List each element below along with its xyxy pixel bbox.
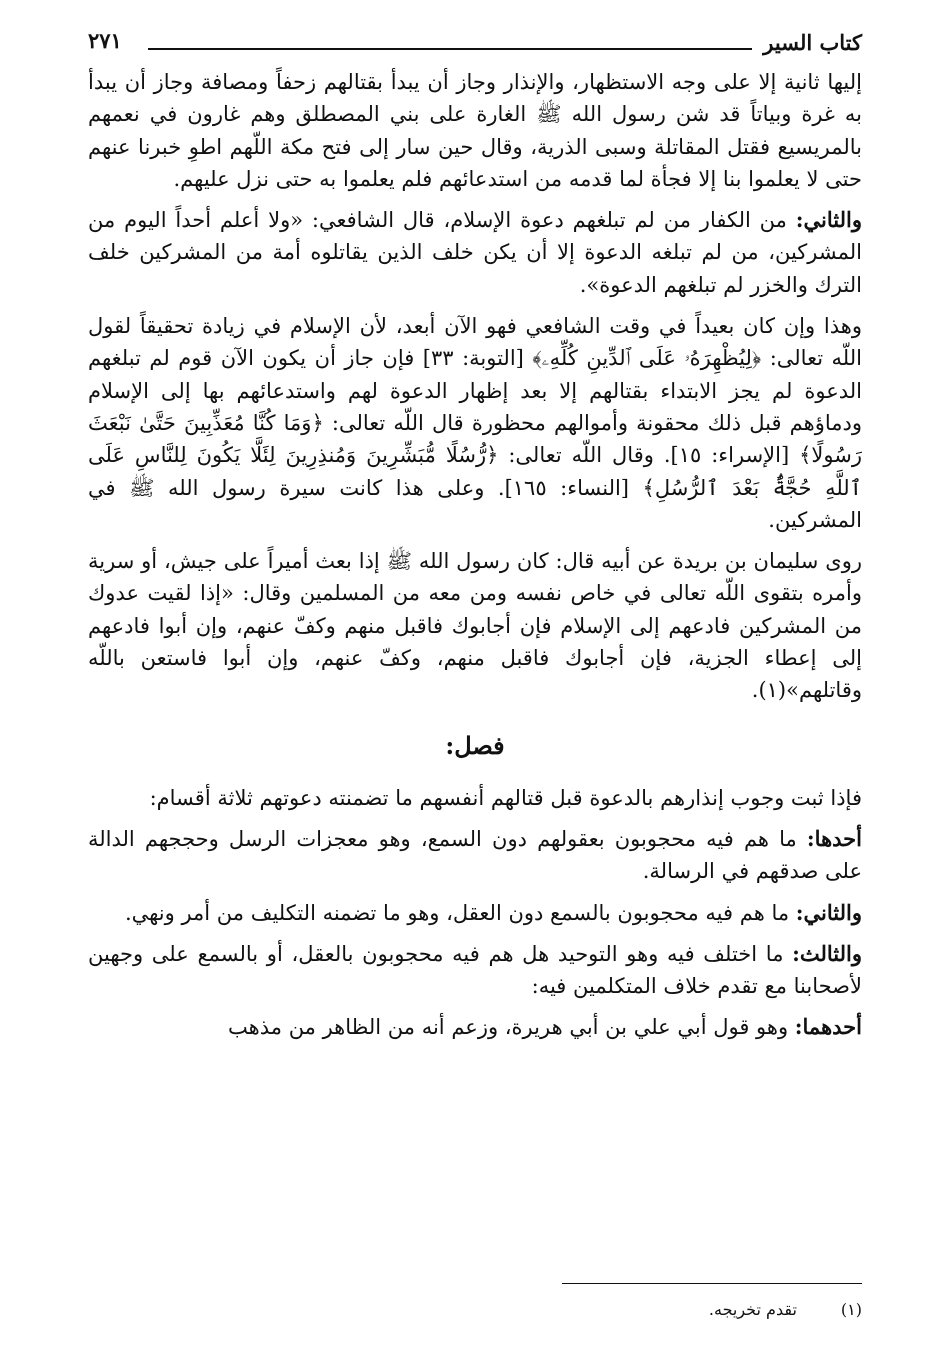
paragraph-text: وهو قول أبي علي بن أبي هريرة، وزعم أنه من الظاهر من مذهب: [228, 1015, 795, 1040]
paragraph: [88, 823, 862, 888]
running-header: [88, 18, 862, 66]
footnote: [709, 1300, 862, 1319]
running-title: كتاب السير: [763, 30, 862, 55]
paragraph-text: من الكفار من لم تبلغهم دعوة الإسلام، قال الشافعي: «ولا أعلم أحداً اليوم من المشركين، من لم تبلغه الدعوة إلا أن يكن خلف الذين يقاتلوه أمة من المشركين خلف الترك والخزر لم تبلغهم الدعوة».: [88, 208, 862, 297]
book-page: [88, 18, 862, 1319]
footnote-text: تقدم تخريجه.: [708, 1300, 797, 1319]
paragraph: [88, 1011, 862, 1043]
paragraph: [88, 938, 862, 1003]
paragraph-text: روى سليمان بن بريدة عن أبيه قال: كان رسول الله ﷺ إذا بعث أميراً على جيش، أو سرية وأمره بتقوى اللّه تعالى في خاص نفسه ومن معه من المسلمين وقال: «إذا لقيت عدوك من المشركين فادعهم إلى الإسلام فإن أجابوك فاقبل منهم وكفّ عنهم، وإن أبوا فادعهم إلى إعطاء الجزية، فإن أجابوك فاقبل منهم، وكفّ عنهم، وإن أبوا فاستعن باللّه وقاتلهم»(١).: [88, 549, 862, 703]
header-rule: [148, 48, 752, 50]
paragraph-text: إليها ثانية إلا على وجه الاستظهار، والإنذار وجاز أن يبدأ بقتالهم زحفاً ومصافة وجاز أن يبدأ به غرة وبياتاً قد شن رسول الله ﷺ الغارة على بني المصطلق وهم غارون في نعمهم بالمريسيع فقتل المقاتلة وسبى الذرية، وقال حين سار إلى فتح مكة اللّهم اطوِ خبرنا عنهم حتى لا يعلموا بنا إلا فجأة لما قدمه من استدعائهم فلم يعلموا به حتى نزل عليهم.: [88, 70, 862, 191]
paragraph-text: ما هم فيه محجوبون بعقولهم دون السمع، وهو معجزات الرسل وحججهم الدالة على صدقهم في الرسالة.: [88, 826, 862, 884]
paragraph-lead: أحدها:: [806, 825, 862, 851]
footnote-rule: [562, 1283, 862, 1284]
section-heading: فصل:: [445, 730, 505, 760]
paragraph: [88, 782, 862, 814]
paragraph: [88, 310, 862, 536]
paragraph-text: ما هم فيه محجوبون بالسمع دون العقل، وهو ما تضمنه التكليف من أمر ونهي.: [124, 900, 796, 925]
footnote-number: (١): [840, 1300, 862, 1319]
paragraph-text: فإذا ثبت وجوب إنذارهم بالدعوة قبل قتالهم أنفسهم ما تضمنته دعوتهم ثلاثة أقسام:: [149, 785, 862, 810]
paragraph-text: وهذا وإن كان بعيداً في وقت الشافعي فهو الآن أبعد، لأن الإسلام في زيادة تحقيقاً لقول اللّه تعالى: ﴿لِيُظْهِرَهُۥ عَلَى ٱلدِّينِ كُلِّهِۦ﴾ [التوبة: ٣٣] فإن جاز أن يكون الآن قوم لم تبلغهم الدعوة لم يجز الابتداء بقتالهم إلا بعد إظهار الدعوة لهم واستدعائهم بها إلى الإسلام ودماؤهم قبل ذلك محقونة وأموالهم محظورة قال اللّه تعالى: ﴿وَمَا كُنَّا مُعَذِّبِينَ حَتَّىٰ نَبْعَثَ رَسُولًا﴾ [الإسراء: ١٥]. وقال اللّه تعالى: ﴿رُّسُلًا مُّبَشِّرِينَ وَمُنذِرِينَ لِئَلَّا يَكُونَ لِلنَّاسِ عَلَى ٱللَّهِ حُجَّةٌۢ بَعْدَ ٱلرُّسُلِ﴾ [النساء: ١٦٥]. وعلى هذا كانت سيرة رسول الله ﷺ في المشركين.: [88, 314, 862, 532]
paragraph-lead: والثالث:: [792, 940, 862, 966]
paragraph-lead: والثاني:: [795, 899, 862, 925]
paragraph: [88, 545, 862, 706]
paragraph-lead: والثاني:: [795, 207, 862, 233]
page-number: ٢٧١: [88, 28, 122, 53]
paragraph: [88, 897, 862, 929]
paragraph-text: ما اختلف فيه وهو التوحيد هل هم فيه محجوبون بالعقل، أو بالسمع على وجهين لأصحابنا مع تقدم خلاف المتكلمين فيه:: [88, 941, 862, 999]
paragraph: [88, 204, 862, 301]
paragraph: [88, 66, 862, 195]
paragraph-lead: أحدهما:: [794, 1014, 862, 1040]
